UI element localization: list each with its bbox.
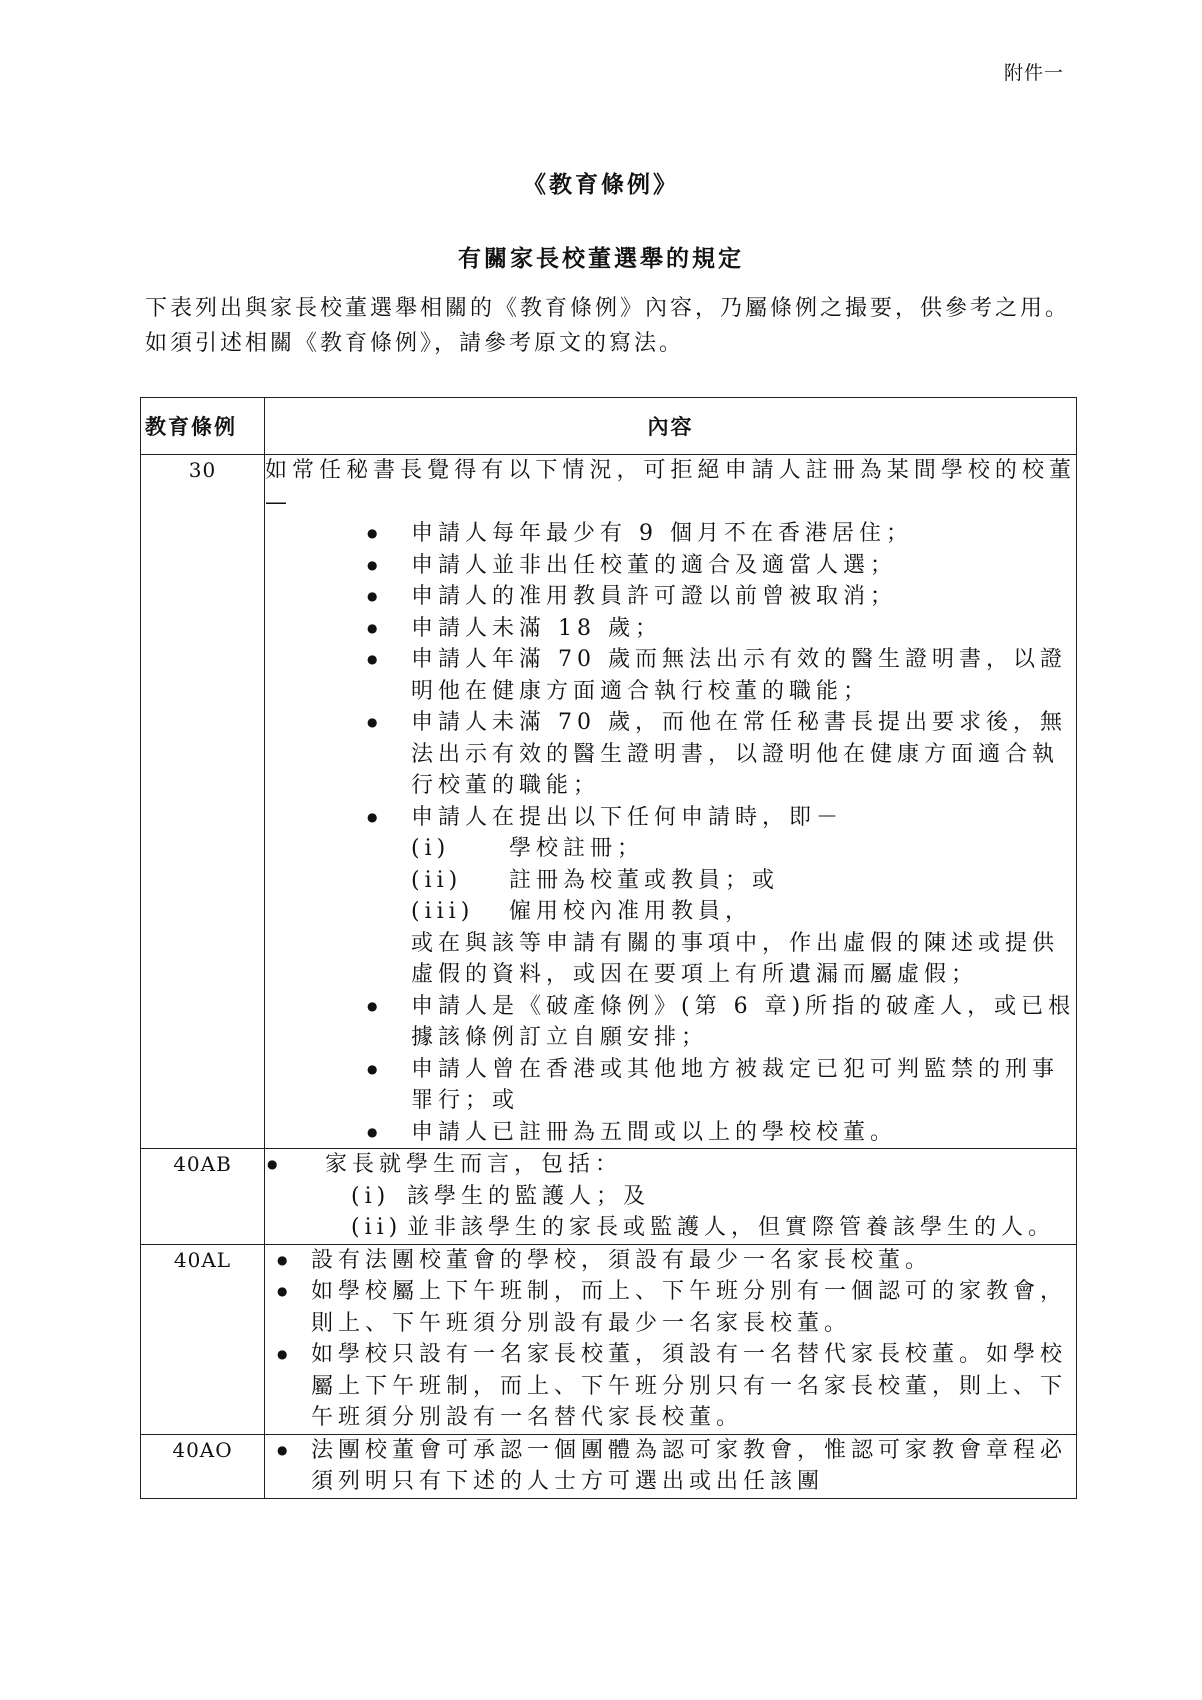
- list-item: ● 申請人是《破產條例》(第 6 章)所指的破產人，或已根據該條例訂立自願安排；: [265, 991, 1076, 1054]
- sub-item-number: (i): [351, 1183, 391, 1209]
- table-row: [141, 455, 1077, 1149]
- list-item: ● 如學校屬上下午班制，而上、下午班分別有一個認可的家教會，則上、下午班須分別設有最少一名家長校董。: [265, 1276, 1076, 1339]
- sub-item-text: 僱用校內准用教員，: [509, 899, 753, 924]
- header-content: 內容: [265, 398, 1077, 455]
- header-ordinance: 教育條例: [141, 398, 265, 455]
- sub-item-text: 並非該學生的家長或監護人，但實際管養該學生的人。: [407, 1215, 1056, 1240]
- sub-item-number: (ii): [411, 867, 463, 893]
- section-code: 40AL: [141, 1244, 265, 1434]
- sub-item: [411, 896, 1076, 928]
- list-item: ● 申請人曾在香港或其他地方被裁定已犯可判監禁的刑事罪行；或: [265, 1054, 1076, 1117]
- list-item: ● 申請人每年最少有 9 個月不在香港居住；: [265, 518, 1076, 550]
- list-item: ● 申請人並非出任校董的適合及適當人選；: [265, 550, 1076, 582]
- list-item: ● 申請人已註冊為五間或以上的學校校董。: [265, 1117, 1076, 1149]
- regulation-table: [140, 397, 1077, 1499]
- section-code: 40AB: [141, 1149, 265, 1245]
- list-item: ● 申請人年滿 70 歲而無法出示有效的醫生證明書，以證明他在健康方面適合執行校董的職能；: [265, 644, 1076, 707]
- bullet-list: [265, 1435, 1076, 1498]
- bullet-list: [265, 518, 1076, 1148]
- table-row: [141, 1434, 1077, 1498]
- table-row: [141, 1244, 1077, 1434]
- document-title: 《教育條例》: [523, 172, 679, 198]
- section-content: [265, 1244, 1077, 1434]
- list-item-text: ● 申請人在提出以下任何申請時，即－: [411, 804, 844, 830]
- list-item: ● 設有法團校董會的學校，須設有最少一名家長校董。: [265, 1245, 1076, 1277]
- sub-item-tail: 或在與該等申請有關的事項中，作出虛假的陳述或提供虛假的資料，或因在要項上有所遺漏而屬虛假；: [411, 930, 1060, 987]
- section-content: [265, 455, 1077, 1149]
- list-item: ● 如學校只設有一名家長校董，須設有一名替代家長校董。如學校屬上下午班制，而上、下午班分別只有一名家長校董，則上、下午班須分別設有一名替代家長校董。: [265, 1339, 1076, 1434]
- intro-paragraph: 下表列出與家長校董選舉相關的《教育條例》內容，乃屬條例之撮要，供參考之用。如須引述相關《教育條例》，請參考原文的寫法。: [145, 296, 1071, 356]
- bullet-list: [265, 1149, 1076, 1181]
- sub-item-text: 學校註冊；: [509, 836, 645, 861]
- section-content: [265, 1149, 1077, 1245]
- section-content: [265, 1434, 1077, 1498]
- section-code: 30: [141, 455, 265, 1149]
- sub-item-text: 註冊為校董或教員；或: [509, 867, 780, 893]
- sub-item: [265, 1212, 1076, 1244]
- list-item: [265, 1149, 1076, 1181]
- list-item: ● 申請人的准用教員許可證以前曾被取消；: [265, 581, 1076, 613]
- section-code: 40AO: [141, 1434, 265, 1498]
- table-row: [141, 1149, 1077, 1245]
- list-item-text: ● 家長就學生而言，包括：: [325, 1152, 623, 1177]
- list-item: ● 法團校董會可承認一個團體為認可家教會，惟認可家教會章程必須列明只有下述的人士方可選出或出任該團: [265, 1435, 1076, 1498]
- document-subtitle: 有關家長校董選舉的規定: [458, 246, 744, 272]
- sub-item-number: (ii): [351, 1215, 403, 1240]
- list-item: ● 申請人未滿 18 歲；: [265, 613, 1076, 645]
- bullet-list: [265, 1245, 1076, 1434]
- sub-item: [411, 833, 1076, 865]
- sub-item-text: 該學生的監護人；及: [407, 1183, 651, 1209]
- list-item: ● 申請人未滿 70 歲，而他在常任秘書長提出要求後，無法出示有效的醫生證明書，以證明他在健康方面適合執行校董的職能；: [265, 707, 1076, 802]
- sub-item-number: (iii): [411, 899, 475, 924]
- section-lead: 如常任秘書長覺得有以下情況，可拒絕申請人註冊為某間學校的校董—: [265, 458, 1076, 515]
- table-header-row: [141, 398, 1077, 455]
- annex-label: 附件一: [1003, 62, 1064, 84]
- list-item: [265, 802, 1076, 991]
- sub-item: [265, 1181, 1076, 1213]
- sub-item: [411, 865, 1076, 897]
- sub-item-number: (i): [411, 836, 451, 861]
